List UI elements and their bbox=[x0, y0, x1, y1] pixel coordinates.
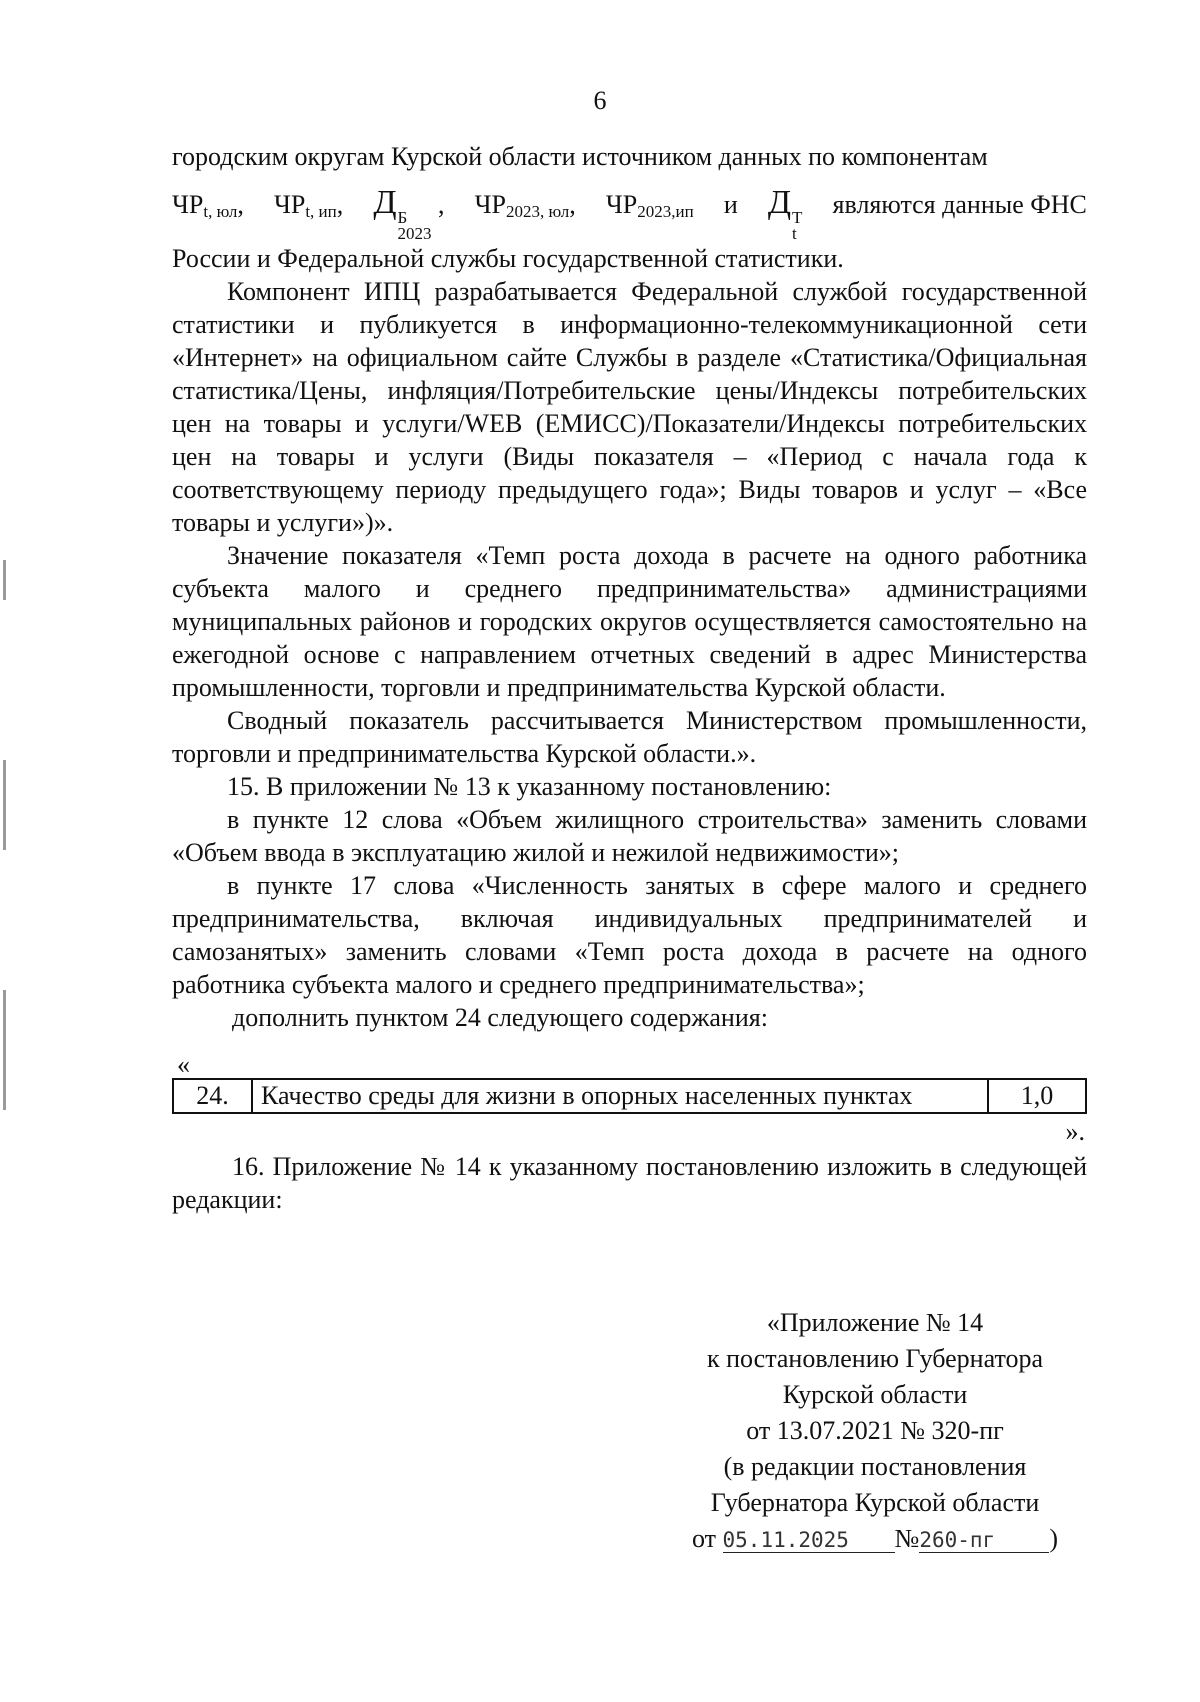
para-value: Значение показателя «Темп роста дохода в расчете на одного работника субъекта малого и среднего предпринимательства» администрациями муниципальных районов и городских округов осуществляется самостоятельно на ежегодной основе с направлением отчетных сведений в адрес Министерства промышленности, торговли и предпринимательства Курской области. bbox=[172, 541, 1087, 702]
formula-term-d-t: Д Т t bbox=[767, 184, 803, 243]
scan-edge-mark bbox=[3, 760, 6, 850]
formula-term-chr-t-yul: $ЧР_{t, юл}$, bbox=[172, 190, 244, 221]
table-cell-value: 1,0 bbox=[988, 1079, 1086, 1113]
formula-term-chr-2023-ip: $ЧР_{2023,ип}$ bbox=[605, 190, 694, 221]
item-15-point-12: в пункте 12 слова «Объем жилищного строительства» заменить словами «Объем ввода в эксплуатацию жилой и нежилой недвижимости»; bbox=[172, 805, 1087, 867]
para-intro: городским округам Курской области источником данных по компонентам bbox=[172, 142, 988, 171]
approval-line: Губернатора Курской области bbox=[710, 1488, 1040, 1517]
approval-signature-line bbox=[680, 1521, 1070, 1557]
approval-block bbox=[680, 1305, 1070, 1557]
table-cell-name: Качество среды для жизни в опорных населенных пунктах bbox=[252, 1079, 988, 1113]
item-15: 15. В приложении № 13 к указанному постановлению: bbox=[227, 772, 832, 801]
formula-term-chr-t-ip: $ЧР_{t, ип}$, bbox=[273, 190, 344, 221]
approval-line: Курской области bbox=[782, 1380, 968, 1409]
formula-tail: являются данные ФНС bbox=[832, 190, 1087, 219]
table-row bbox=[173, 1079, 1086, 1113]
handwritten-number: 260-пг bbox=[919, 1528, 1049, 1553]
item-15-point-17: в пункте 17 слова «Численность занятых в сфере малого и среднего предпринимательства, включая индивидуальных предпринимателей и самозанятых» заменить словами «Темп роста дохода в расчете на одного работника субъекта малого и среднего предпринимательства»; bbox=[172, 871, 1087, 999]
para-fns-end: России и Федеральной службы государственной статистики. bbox=[172, 244, 844, 273]
number-sign: № bbox=[894, 1524, 920, 1553]
approval-prefix-from: от bbox=[691, 1524, 717, 1553]
para-summary: Сводный показатель рассчитывается Министерством промышленности, торговли и предпринимательства Курской области.». bbox=[172, 706, 1087, 768]
quote-open: « bbox=[177, 1050, 190, 1079]
point-24-table bbox=[172, 1078, 1087, 1114]
scan-edge-mark bbox=[3, 560, 6, 600]
item-15-add-point-24: дополнить пунктом 24 следующего содержания: bbox=[232, 1003, 768, 1032]
formula-conjunction: и bbox=[723, 190, 738, 219]
para-ipc: Компонент ИПЦ разрабатывается Федеральной службой государственной статистики и публикуется в информационно-телекоммуникационной сети «Интернет» на официальном сайте Службы в разделе «Статистика/Официальная статистика/Цены, инфляция/Потребительские цены/Индексы потребительских цен на товары и услуги/WEB (ЕМИСС)/Показатели/Индексы потребительских цен на товары и услуги (Виды показателя – «Период с начала года к соответствующему периоду предыдущего года»; Виды товаров и услуг – «Все товары и услуги»)». bbox=[172, 277, 1087, 537]
formula-line bbox=[172, 183, 1087, 242]
close-paren: ) bbox=[1049, 1524, 1058, 1553]
formula-term-chr-2023-yul: $ЧР_{2023, юл}$, bbox=[474, 190, 576, 221]
page-number: 6 bbox=[593, 86, 607, 115]
quote-close: ». bbox=[1065, 1117, 1085, 1146]
item-16: 16. Приложение № 14 к указанному постановлению изложить в следующей редакции: bbox=[172, 1152, 1087, 1214]
approval-line: от 13.07.2021 № 320-пг bbox=[746, 1416, 1004, 1445]
approval-line: к постановлению Губернатора bbox=[706, 1344, 1044, 1373]
document-body bbox=[172, 140, 1087, 1216]
formula-term-d-b-2023: Д Б 2023 , bbox=[373, 184, 445, 243]
approval-line: «Приложение № 14 bbox=[766, 1308, 984, 1337]
scan-edge-mark bbox=[3, 990, 6, 1110]
handwritten-date: 05.11.2025 bbox=[723, 1528, 895, 1553]
approval-line: (в редакции постановления bbox=[723, 1452, 1027, 1481]
table-cell-number: 24. bbox=[173, 1079, 252, 1113]
